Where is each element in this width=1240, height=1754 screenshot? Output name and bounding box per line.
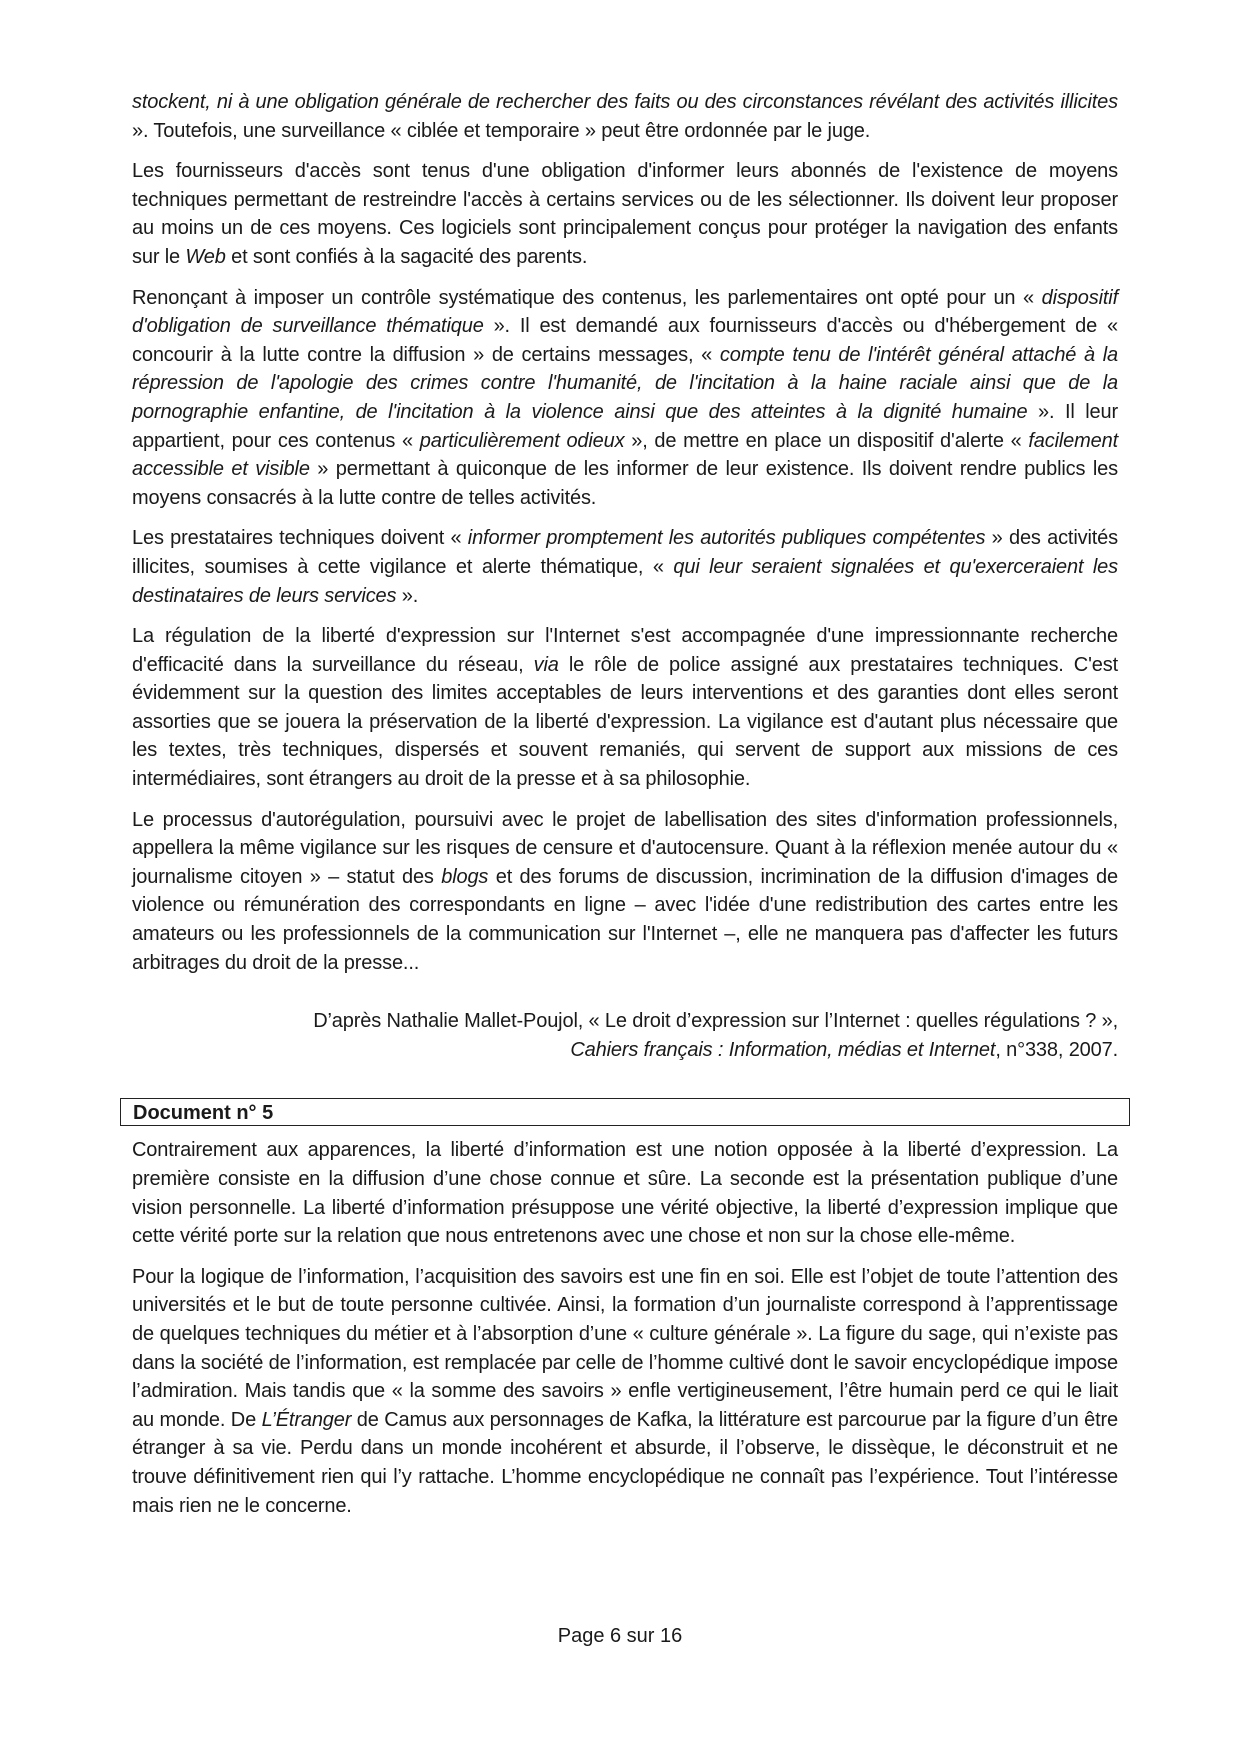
text: Contrairement aux apparences, la liberté d’information est une notion opposée à la liberté d’expression. La première consiste en la diffusion d’une chose connue et sûre. La seconde est la présentation publique d’une vision personnelle. La liberté d’information présuppose une vérité objective, la liberté d’expression implique que cette vérité porte sur la relation que nous entretenons avec une chose et non sur la chose elle-même. <box>132 1139 1118 1248</box>
italic-text: facilement accessible et visible <box>132 429 1118 481</box>
attribution-line: D’après Nathalie Mallet-Poujol, « Le droit d’expression sur l’Internet : quelles régulations ? », <box>313 1010 1118 1033</box>
italic-text: compte tenu de l'intérêt général attaché à la répression de l'apologie des crimes contre l'humanité, de l'incitation à la haine raciale ainsi que de la pornographie enfantine, de l'incitation à la violence ainsi que des atteintes à la dignité humaine <box>132 343 1118 423</box>
text: et des forums de discussion, incrimination de la diffusion d'images de violence ou rémunération des correspondants en ligne – avec l'idée d'une redistribution des cartes entre les amateurs ou les professionnels de la communication sur l'Internet –, elle ne manquera pas d'affecter les futurs arbitrages du droit de la presse... <box>132 865 1119 974</box>
text: ». <box>396 584 419 607</box>
text: ». Toutefois, une surveillance « ciblée et temporaire » peut être ordonnée par le juge. <box>132 119 871 142</box>
paragraph <box>132 622 1118 794</box>
page-content <box>132 88 1118 1532</box>
paragraph <box>132 1136 1118 1250</box>
text: le rôle de police assigné aux prestataires techniques. C'est évidemment sur la question des limites acceptables de leurs interventions et des garanties dont elles seront assorties que se jouera la préservation de la liberté d'expression. La vigilance est d'autant plus nécessaire que les textes, très techniques, dispersés et souvent remaniés, qui servent de support aux missions de ces intermédiaires, sont étrangers au droit de la presse et à sa philosophie. <box>132 653 1118 791</box>
italic-text: dispositif d'obligation de surveillance thématique <box>132 286 1118 338</box>
paragraph <box>132 157 1118 271</box>
text: et sont confiés à la sagacité des parents. <box>225 245 588 268</box>
paragraph <box>132 88 1118 145</box>
source-attribution <box>132 1007 1118 1064</box>
italic-text: particulièrement odieux <box>419 429 625 452</box>
italic-text: via <box>533 653 559 676</box>
italic-text: informer promptement les autorités publiques compétentes <box>467 527 986 550</box>
italic-text: Web <box>185 245 226 268</box>
page-number: Page 6 sur 16 <box>557 1625 683 1647</box>
italic-text: stockent, ni à une obligation générale de rechercher des faits ou des circonstances révélant des activités illicites <box>132 91 1118 113</box>
text: Les fournisseurs d'accès sont tenus d'une obligation d'informer leurs abonnés de l'existence de moyens techniques permettant de restreindre l'accès à certains services ou de les sélectionner. Ils doivent leur proposer au moins un de ces moyens. Ces logiciels sont principalement conçus pour protéger la navigation des enfants sur le <box>132 160 1118 268</box>
text: », de mettre en place un dispositif d'alerte « <box>624 429 1029 452</box>
paragraph <box>132 284 1118 513</box>
text: ». Il leur appartient, pour ces contenus « <box>132 400 1118 452</box>
italic-text: blogs <box>441 865 489 888</box>
text: Pour la logique de l’information, l’acquisition des savoirs est une fin en soi. Elle est l’objet de toute l’attention des universités et le but de toute personne cultivée. Ainsi, la formation d’un journaliste correspond à l’apprentissage de quelques techniques du métier et à l’absorption d’une « culture générale ». La figure du sage, qui n’existe pas dans la société de l’information, est remplacée par celle de l’homme cultivé dont le savoir encyclopédique impose l’admiration. Mais tandis que « la somme des savoirs » enfle vertigineusement, l’être humain perd ce qui le liait au monde. De <box>132 1265 1118 1431</box>
document-4-body <box>132 88 1118 977</box>
paragraph <box>132 1263 1118 1520</box>
text: Le processus d'autorégulation, poursuivi avec le projet de labellisation des sites d'information professionnels, appellera la même vigilance sur les risques de censure et d'autocensure. Quant à la réflexion menée autour du « journalisme citoyen » – statut des <box>132 808 1118 888</box>
text: La régulation de la liberté d'expression sur l'Internet s'est accompagnée d'une impressionnante recherche d'efficacité dans la surveillance du réseau, <box>132 625 1118 676</box>
text: Renonçant à imposer un contrôle systématique des contenus, les parlementaires ont opté pour un « <box>132 286 1042 309</box>
text: Les prestataires techniques doivent « <box>132 527 468 550</box>
attribution-source-suffix: , n°338, 2007. <box>995 1038 1118 1061</box>
text: » des activités illicites, soumises à cette vigilance et alerte thématique, « <box>132 527 1118 578</box>
attribution-source-line <box>132 1036 1118 1065</box>
italic-text: L’Étranger <box>261 1408 352 1431</box>
text: de Camus aux personnages de Kafka, la littérature est parcourue par la figure d’un être étranger à sa vie. Perdu dans un monde incohérent et absurde, il l’observe, le dissèque, le déconstruit et ne trouve définitivement rien qui l’y rattache. L’homme encyclopédique ne connaît pas l’expérience. Tout l’intéresse mais rien ne le concerne. <box>132 1408 1118 1517</box>
italic-text: qui leur seraient signalées et qu'exerceraient les destinataires de leurs services <box>132 555 1118 607</box>
paragraph <box>132 806 1118 978</box>
paragraph <box>132 524 1118 610</box>
text: ». Il est demandé aux fournisseurs d'accès ou d'hébergement de « concourir à la lutte contre la diffusion » de certains messages, « <box>132 315 1118 366</box>
text: » permettant à quiconque de les informer de leur existence. Ils doivent rendre publics les moyens consacrés à la lutte contre de telles activités. <box>132 458 1118 509</box>
document-5-header: Document n° 5 <box>120 1098 1130 1126</box>
document-5-body <box>132 1136 1118 1520</box>
attribution-source-title: Cahiers français : Information, médias et Internet <box>570 1038 996 1061</box>
